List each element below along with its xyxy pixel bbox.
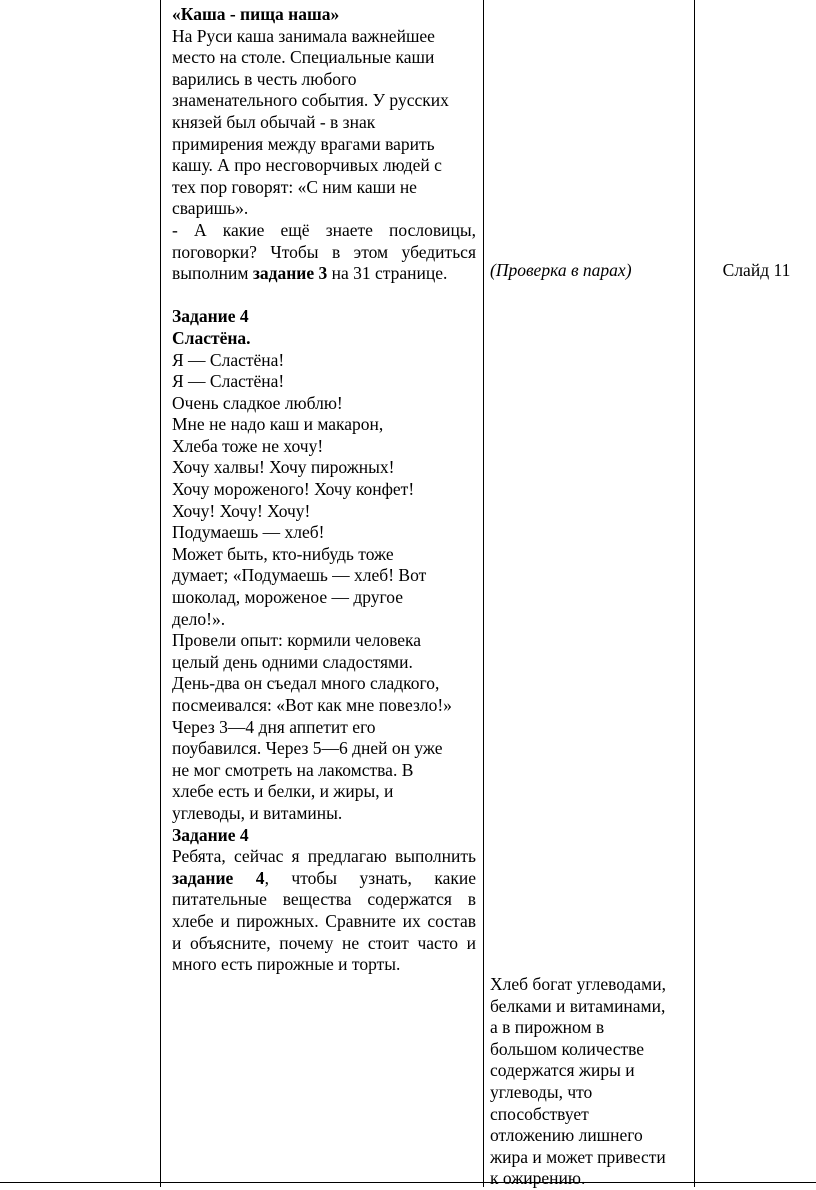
- column-divider-1: [160, 0, 161, 1187]
- slide-label: Слайд 11: [722, 260, 791, 280]
- poem-title: Сластёна.: [172, 327, 251, 348]
- task4-instructions: Ребята, сейчас я предлагаю выполнить задание 4, чтобы узнать, какие питательные вещества содержатся в хлебе и пирожных. Сравните их состав и объясните, почему не стоит часто и много есть пирожные и торты.: [172, 846, 476, 975]
- answer-line: к ожирению.: [490, 1168, 586, 1189]
- task4b-heading: Задание 4: [172, 824, 249, 845]
- teacher-activity-cell: [172, 4, 476, 976]
- poem-line: Хочу мороженого! Хочу конфет!: [172, 479, 415, 500]
- answer-line: способствует: [490, 1103, 589, 1124]
- poem-text: [172, 350, 476, 825]
- kasha-line: На Руси каша занимала важнейшее: [172, 25, 435, 46]
- poem-line: не мог смотреть на лакомства. В: [172, 759, 414, 780]
- kasha-line: князей был обычай - в знак: [172, 111, 376, 132]
- answer-line: большом количестве: [490, 1038, 645, 1059]
- poem-line: Подумаешь — хлеб!: [172, 522, 325, 543]
- column-divider-3: [694, 0, 695, 1187]
- poem-line: Может быть, кто-нибудь тоже: [172, 543, 394, 564]
- kasha-line: кашу. А про несговорчивых людей с: [172, 155, 442, 176]
- kasha-line: знаменательного события. У русских: [172, 90, 449, 111]
- kasha-text: [172, 26, 476, 220]
- poem-line: поубавился. Через 5—6 дней он уже: [172, 738, 443, 759]
- answer-line: углеводы, что: [490, 1081, 593, 1102]
- pair-check-note: (Проверка в парах): [490, 260, 632, 280]
- task4-heading: Задание 4: [172, 306, 249, 327]
- answer-line: белками и витаминами,: [490, 995, 666, 1016]
- kasha-line: сваришь».: [172, 198, 249, 219]
- poem-line: Очень сладкое люблю!: [172, 392, 343, 413]
- poem-line: Хлеба тоже не хочу!: [172, 435, 324, 456]
- answer-line: Хлеб богат углеводами,: [490, 974, 666, 994]
- kasha-title: «Каша - пища наша»: [172, 4, 340, 24]
- poem-line: посмеивался: «Вот как мне повезло!»: [172, 695, 452, 715]
- poem-line: Провели опыт: кормили человека: [172, 630, 422, 651]
- poem-line: углеводы, и витамины.: [172, 802, 343, 823]
- answer-line: а в пирожном в: [490, 1017, 605, 1038]
- poem-line: Хочу! Хочу! Хочу!: [172, 500, 311, 521]
- kasha-line: тех пор говорят: «С ним каши не: [172, 176, 417, 197]
- proverbs-question: - А какие ещё знаете пословицы, поговорки? Чтобы в этом убедиться выполним задание 3 на 31 странице.: [172, 219, 476, 284]
- poem-line: Через 3—4 дня аппетит его: [172, 716, 376, 737]
- answer-line: отложению лишнего: [490, 1125, 643, 1146]
- poem-line: думает; «Подумаешь — хлеб! Вот: [172, 565, 427, 586]
- kasha-line: варились в честь любого: [172, 68, 357, 89]
- poem-line: День-два он съедал много сладкого,: [172, 673, 440, 694]
- student-answer-text: [490, 974, 690, 1190]
- kasha-line: примирения между врагами варить: [172, 133, 435, 154]
- poem-line: хлебе есть и белки, и жиры, и: [172, 781, 394, 802]
- poem-line: целый день одними сладостями.: [172, 651, 413, 672]
- poem-line: дело!».: [172, 608, 226, 629]
- poem-line: Хочу халвы! Хочу пирожных!: [172, 457, 395, 478]
- answer-line: жира и может привести: [490, 1146, 666, 1167]
- poem-line: Я — Сластёна!: [172, 349, 285, 370]
- poem-line: шоколад, мороженое — другое: [172, 587, 404, 608]
- poem-line: Я — Сластёна!: [172, 371, 285, 392]
- poem-line: Мне не надо каш и макарон,: [172, 414, 384, 435]
- column-divider-2: [483, 0, 484, 1187]
- answer-line: содержатся жиры и: [490, 1060, 635, 1081]
- kasha-line: место на столе. Специальные каши: [172, 47, 435, 68]
